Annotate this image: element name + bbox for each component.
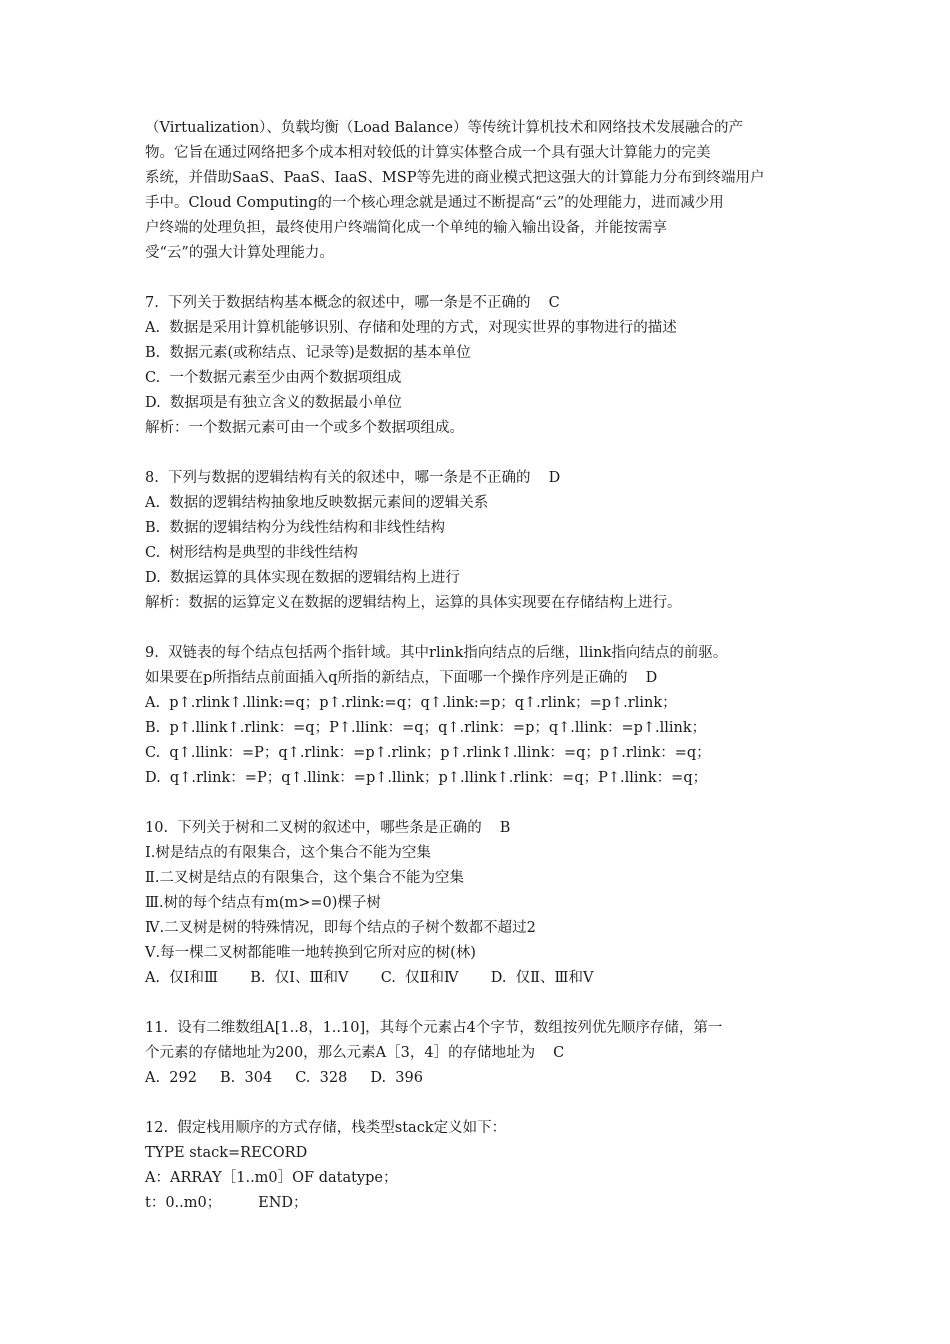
question-12 <box>145 1116 825 1216</box>
question-7 <box>145 291 825 441</box>
stem-text: 如果要在p所指结点前面插入q所指的新结点，下面哪一个操作序列是正确的 <box>145 670 628 686</box>
question-stem <box>145 466 825 491</box>
answer-label: C <box>553 1045 565 1061</box>
text-line: （Virtualization）、负载均衡（Load Balance）等传统计算机技术和网络技术发展融合的产 <box>145 120 743 136</box>
option-a: A. 数据的逻辑结构抽象地反映数据元素间的逻辑关系 <box>145 495 489 511</box>
question-8 <box>145 466 825 616</box>
question-11 <box>145 1016 825 1091</box>
option-a: A. 数据是采用计算机能够识别、存储和处理的方式，对现实世界的事物进行的描述 <box>145 320 677 336</box>
statement-4: Ⅳ.二叉树是树的特殊情况，即每个结点的子树个数都不超过2 <box>145 920 536 936</box>
question-10 <box>145 816 825 991</box>
question-stem: 12. 假定栈用顺序的方式存储，栈类型stack定义如下： <box>145 1120 507 1136</box>
question-9 <box>145 641 825 791</box>
answer-label: D <box>548 470 561 486</box>
answer-label: C <box>548 295 560 311</box>
stem-text: 7. 下列关于数据结构基本概念的叙述中，哪一条是不正确的 <box>145 295 531 311</box>
analysis-text: 解析：一个数据元素可由一个或多个数据项组成。 <box>145 420 464 436</box>
stem-text: 个元素的存储地址为200，那么元素A［3，4］的存储地址为 <box>145 1045 536 1061</box>
statement-5: Ⅴ.每一棵二叉树都能唯一地转换到它所对应的树(林) <box>145 945 476 961</box>
question-stem-continued <box>145 1041 825 1066</box>
option-b: B. 数据元素(或称结点、记录等)是数据的基本单位 <box>145 345 471 361</box>
text-line: 受“云”的强大计算处理能力。 <box>145 245 334 261</box>
question-stem: 11. 设有二维数组A[1..8，1..10]，其每个元素占4个字节，数组按列优先顺序存储，第一 <box>145 1020 723 1036</box>
document-page <box>145 116 825 1216</box>
text-line: 系统，并借助SaaS、PaaS、IaaS、MSP等先进的商业模式把这强大的计算能力分布到终端用户 <box>145 170 765 186</box>
answer-label: D <box>645 670 658 686</box>
stem-text: 10. 下列关于树和二叉树的叙述中，哪些条是正确的 <box>145 820 482 836</box>
option-c: C. q↑.llink：=P；q↑.rlink：=p↑.rlink；p↑.rlink↑.llink：=q；p↑.rlink：=q； <box>145 745 711 761</box>
code-line: TYPE stack=RECORD <box>145 1145 308 1161</box>
option-c: C. 一个数据元素至少由两个数据项组成 <box>145 370 402 386</box>
text-line: 物。它旨在通过网络把多个成本相对较低的计算实体整合成一个具有强大计算能力的完美 <box>145 145 711 161</box>
statement-1: Ⅰ.树是结点的有限集合，这个集合不能为空集 <box>145 845 431 861</box>
answer-label: B <box>499 820 511 836</box>
option-b: B. p↑.llink↑.rlink：=q；P↑.llink：=q；q↑.rlink：=p；q↑.llink：=p↑.llink； <box>145 720 707 736</box>
code-line: A：ARRAY［1..m0］OF datatype； <box>145 1170 398 1186</box>
option-d: D. 数据运算的具体实现在数据的逻辑结构上进行 <box>145 570 460 586</box>
text-line: 户终端的处理负担，最终使用户终端简化成一个单纯的输入输出设备，并能按需享 <box>145 220 667 236</box>
question-stem: 9. 双链表的每个结点包括两个指针域。其中rlink指向结点的后继，llink指向结点的前驱。 <box>145 645 728 661</box>
statement-2: Ⅱ.二叉树是结点的有限集合，这个集合不能为空集 <box>145 870 464 886</box>
option-c: C. 树形结构是典型的非线性结构 <box>145 545 358 561</box>
options-line: A. 仅Ⅰ和Ⅲ B. 仅Ⅰ、Ⅲ和Ⅴ C. 仅Ⅱ和Ⅳ D. 仅Ⅱ、Ⅲ和Ⅴ <box>145 970 594 986</box>
analysis-text: 解析：数据的运算定义在数据的逻辑结构上，运算的具体实现要在存储结构上进行。 <box>145 595 682 611</box>
question-stem <box>145 816 825 841</box>
option-d: D. 数据项是有独立含义的数据最小单位 <box>145 395 402 411</box>
options-line: A. 292 B. 304 C. 328 D. 396 <box>145 1070 423 1086</box>
option-d: D. q↑.rlink：=P；q↑.llink：=p↑.llink；p↑.llink↑.rlink：=q；P↑.llink：=q； <box>145 770 708 786</box>
text-line: 手中。Cloud Computing的一个核心理念就是通过不断提高“云”的处理能力，进而减少用 <box>145 195 724 211</box>
statement-3: Ⅲ.树的每个结点有m(m>=0)棵子树 <box>145 895 381 911</box>
stem-text: 8. 下列与数据的逻辑结构有关的叙述中，哪一条是不正确的 <box>145 470 531 486</box>
question-stem <box>145 291 825 316</box>
option-b: B. 数据的逻辑结构分为线性结构和非线性结构 <box>145 520 445 536</box>
option-a: A. p↑.rlink↑.llink:=q；p↑.rlink:=q；q↑.link:=p；q↑.rlink；=p↑.rlink； <box>145 695 677 711</box>
question-stem-continued <box>145 666 825 691</box>
intro-paragraph <box>145 116 825 266</box>
code-line: t：0..m0； END； <box>145 1195 308 1211</box>
